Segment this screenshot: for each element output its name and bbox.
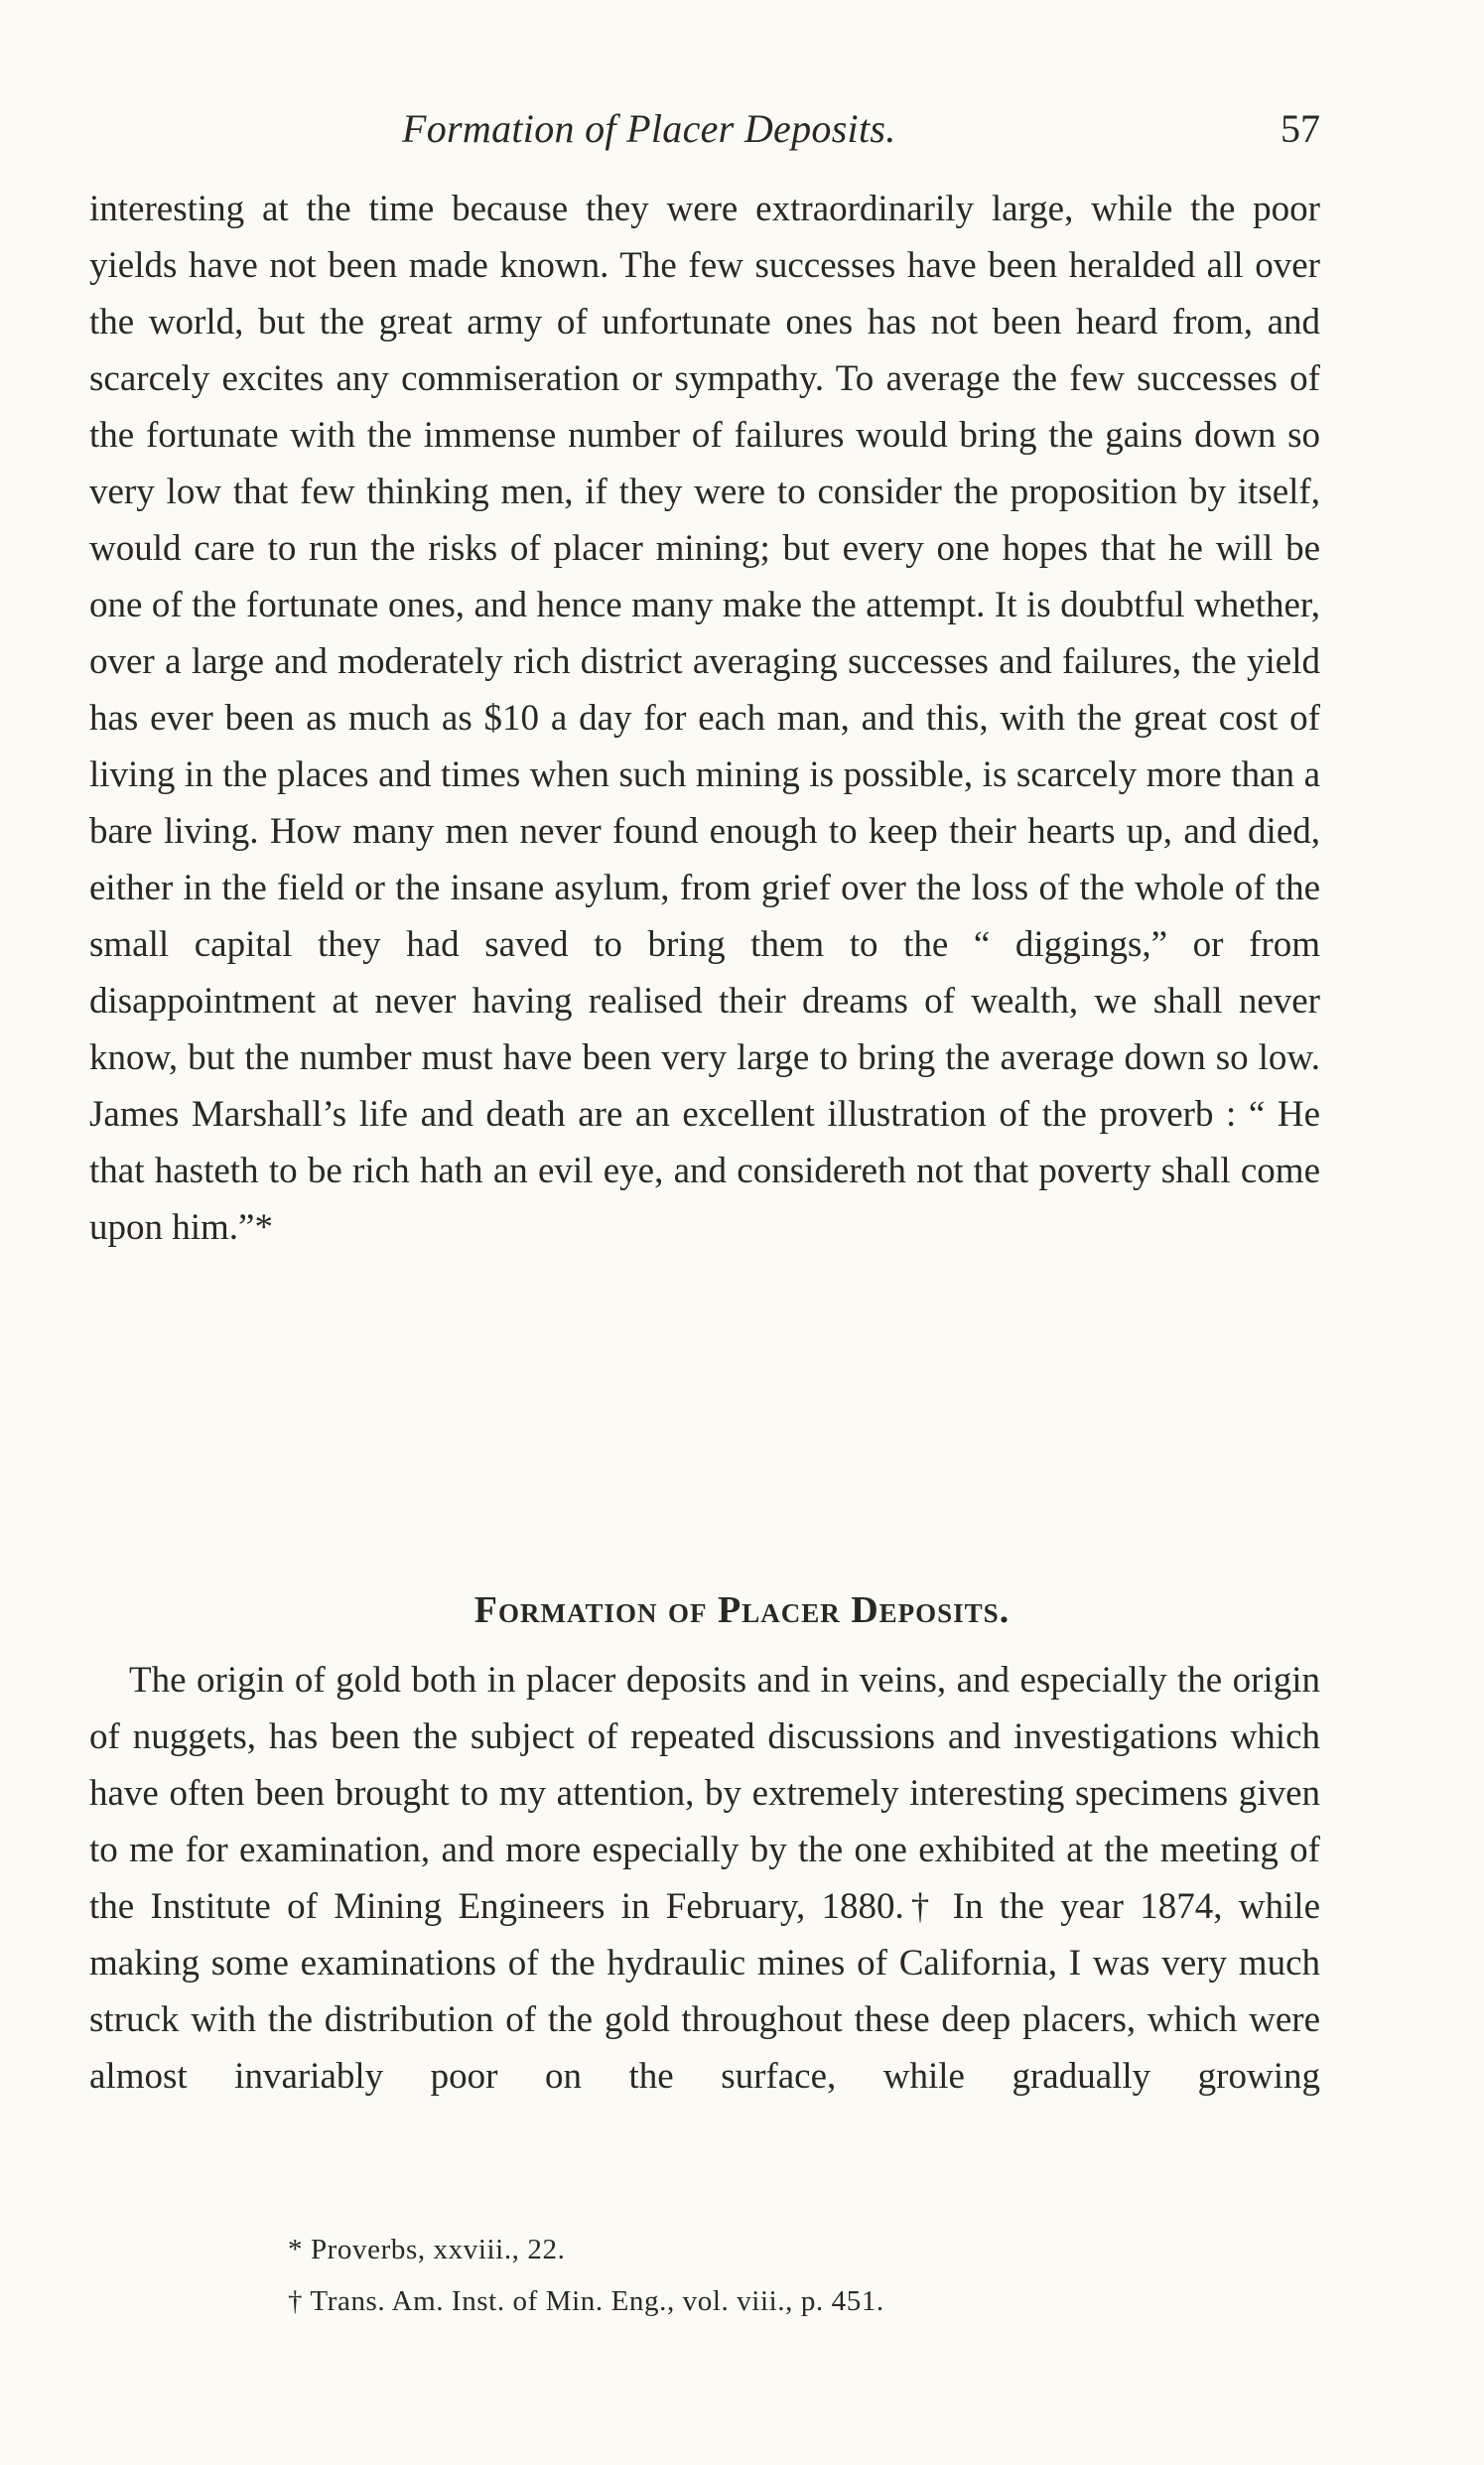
- footnote-trans-am-inst: † Trans. Am. Inst. of Min. Eng., vol. viii., p. 451.: [288, 2285, 884, 2317]
- running-head: [402, 99, 1320, 159]
- paragraph-formation: [89, 1652, 1320, 2105]
- footnotes: [288, 2224, 1281, 2327]
- running-title: Formation of Placer Deposits.: [402, 106, 896, 151]
- section-heading: Formation of Placer Deposits.: [473, 1589, 1011, 1631]
- paragraph-continued: interesting at the time because they were extraordinarily large, while the poor yields have not been made known. The few successes have been heralded all over the world, but the great army of unfortunate ones has not been heard from, and scarcely excites any commiseration or sympathy. To average the few successes of the fortunate with the immense number of failures would bring the gains down so very low that few thinking men, if they were to consider the proposition by itself, would care to run the risks of placer mining; but every one hopes that he will be one of the fortunate ones, and hence many make the attempt. It is doubtful whether, over a large and moderately rich district averaging successes and failures, the yield has ever been as much as $10 a day for each man, and this, with the great cost of living in the places and times when such mining is possible, is scarcely more than a bare living. How many men never found enough to keep their hearts up, and died, either in the field or the insane asylum, from grief over the loss of the whole of the small capital they had saved to bring them to the “ diggings,” or from disappointment at never having realised their dreams of wealth, we shall never know, but the number must have been very large to bring the average down so low. James Marshall’s life and death are an excellent illustration of the proverb : “ He that hasteth to be rich hath an evil eye, and considereth not that poverty shall come upon him.”*: [89, 189, 1320, 1248]
- footnote-proverbs: * Proverbs, xxviii., 22.: [288, 2234, 566, 2265]
- page-number: 57: [1281, 106, 1320, 151]
- paragraph-formation-text: The origin of gold both in placer deposits and in veins, and especially the origin of nuggets, has been the subject of repeated discussions and investigations which have often been brought to my attention, by extremely interesting specimens given to me for examination, and more especially by the one exhibited at the meeting of the Institute of Mining Engineers in February, 1880.† In the year 1874, while making some examinations of the hydraulic mines of California, I was very much struck with the distribution of the gold throughout these deep placers, which were almost invariably poor on the surface, while gradually growing: [89, 1660, 1320, 2097]
